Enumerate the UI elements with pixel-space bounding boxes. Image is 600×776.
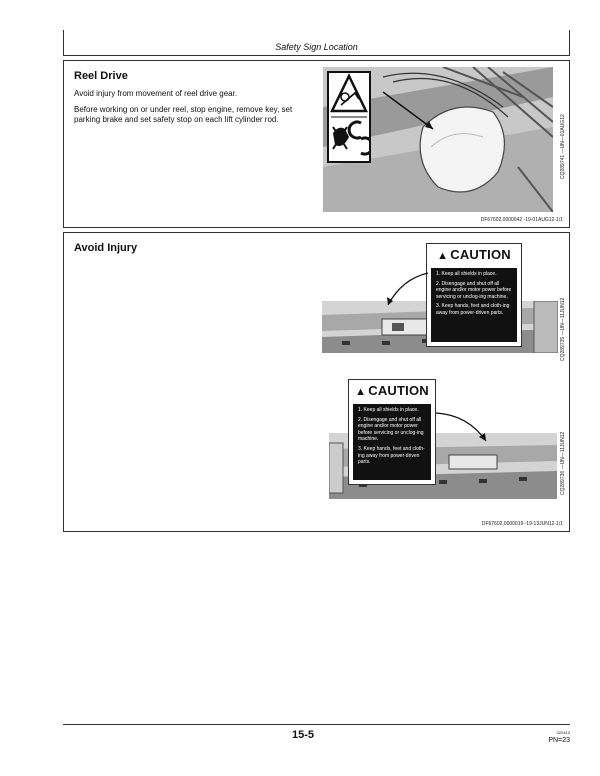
- reel-drive-safety-decal: [327, 71, 371, 163]
- reference-code: DF67602,0000019 -19-13JUN12-1/1: [481, 521, 563, 527]
- caution-item: 2. Disengage and shut off all engine and/or motor power before servicing or unclog-ing machine.: [436, 280, 512, 300]
- caution-heading: ▲ CAUTION: [437, 247, 511, 262]
- image-code: CQ289735 —UN—11JUN12: [560, 297, 566, 361]
- pointer-arrow-icon: [434, 409, 490, 449]
- reference-code: DF67602,0000042 -19-01AUG12-1/1: [480, 217, 563, 223]
- caution-instructions: [431, 268, 517, 342]
- warning-triangle-icon: ▲: [437, 250, 449, 262]
- page-header: [63, 30, 570, 56]
- footer-divider: [63, 724, 570, 725]
- footer-date-code: 022413: [556, 730, 570, 735]
- pn-number: PN=23: [548, 737, 570, 744]
- image-code: CQ289741 —UN—01AUG12: [560, 114, 566, 179]
- page-header-title: Safety Sign Location: [275, 42, 358, 52]
- section-title: Reel Drive: [74, 70, 128, 82]
- caution-item: 2. Disengage and shut off all engine and/or motor power before servicing or unclog-ing machine.: [358, 416, 424, 443]
- decal-pictograms: [329, 73, 369, 161]
- caution-sign-2: [348, 379, 436, 485]
- section-title: Avoid Injury: [74, 242, 138, 254]
- section-avoid-injury: [63, 232, 570, 532]
- caution-heading: ▲ CAUTION: [355, 383, 429, 398]
- caution-instructions: [353, 404, 431, 480]
- warning-triangle-icon: ▲: [355, 386, 367, 398]
- section-reel-drive: [63, 60, 570, 228]
- section-paragraph: Before working on or under reel, stop engine, remove key, set parking brake and set safety stop on each lift cylinder rod.: [74, 105, 293, 124]
- pointer-arrow-icon: [382, 271, 430, 311]
- image-code: CQ289736 —UN—11JUN12: [560, 431, 566, 495]
- caution-item: 1. Keep all shields in place.: [358, 407, 419, 413]
- section-paragraph: Avoid injury from movement of reel drive gear.: [74, 89, 238, 98]
- caution-sign-1: [426, 243, 522, 347]
- page-number: 15-5: [292, 729, 315, 741]
- caution-item: 3. Keep hands, feet and cloth-ing away from power-driven parts.: [358, 445, 425, 466]
- reel-drive-photo: [323, 67, 553, 212]
- caution-item: 3. Keep hands, feet and cloth-ing away from power-driven parts.: [436, 303, 510, 316]
- caution-item: 1. Keep all shields in place.: [436, 271, 497, 277]
